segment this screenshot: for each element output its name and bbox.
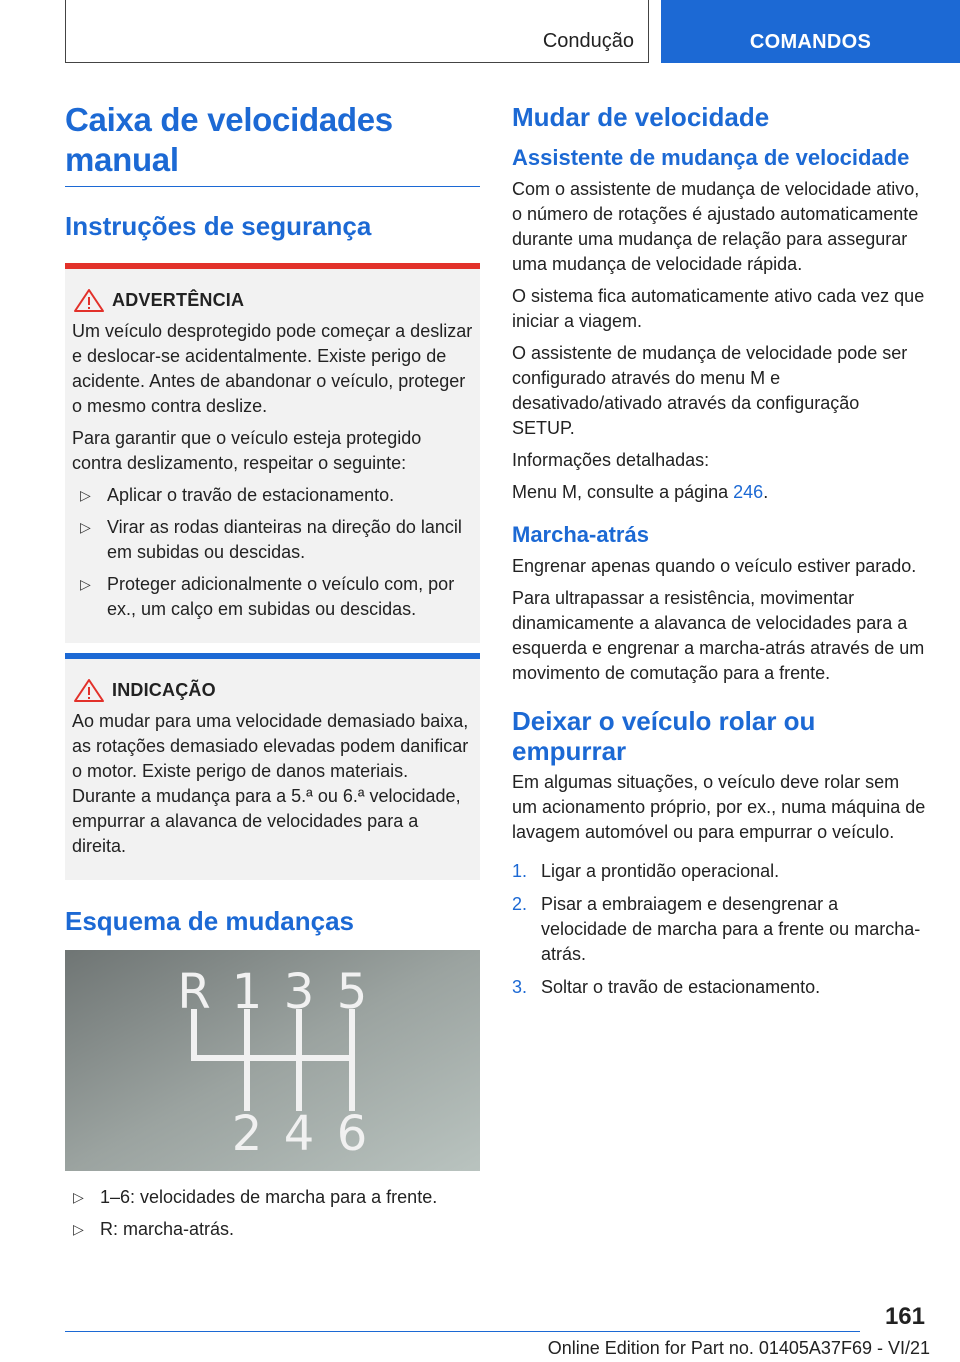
header-section-label: Condução: [542, 30, 634, 52]
warning-list: [72, 483, 473, 622]
rolling-heading: Deixar o veículo rolar ou empurrar: [512, 706, 816, 766]
warning-paragraph-2: Para garantir que o veículo esteja protegido contra deslizamento, respeitar o seguinte:: [72, 428, 422, 473]
reverse-heading: Marcha-atrás: [512, 522, 649, 547]
assistant-paragraph-1: Com o assistente de mudança de velocidade ativo, o número de rotações é ajustado automaticamente durante uma mudança de relação para assegurar uma mudança de velocidade rápida.: [512, 179, 920, 274]
list-item: ▷ Proteger adicionalmente o veículo com, por ex., um calço em subidas ou descidas.: [80, 574, 455, 619]
triangle-bullet-icon: ▷: [80, 576, 91, 592]
list-item: ▷ Aplicar o travão de estacionamento.: [72, 483, 473, 508]
chapter-title: Caixa de velocidades manual: [65, 100, 480, 187]
warning-title-row: [72, 287, 473, 313]
safety-heading: Instruções de segurança: [65, 211, 372, 241]
gear-label-6: 6: [336, 1106, 368, 1162]
list-item: ▷ R: marcha-atrás.: [65, 1217, 480, 1242]
assistant-paragraph-4: Informações detalhadas:: [512, 450, 710, 470]
assistant-paragraph-2: O sistema fica automaticamente ativo cada vez que iniciar a viagem.: [512, 286, 925, 331]
right-column: [512, 100, 926, 1008]
list-item: 1. Ligar a prontidão operacional.: [512, 861, 780, 881]
page-number: 161: [884, 1303, 925, 1330]
note-title: INDICAÇÃO: [112, 679, 216, 700]
warning-paragraph-1: Um veículo desprotegido pode começar a deslizar e deslocar-se acidentalmente. Existe perigo de acidente. Antes de abandonar o veículo, proteger o mesmo contra deslize.: [72, 321, 473, 416]
reverse-paragraph-2: Para ultrapassar a resistência, movimentar dinamicamente a alavanca de velocidades para a esquerda e engrenar a marcha-atrás através de um movimento de comutação para a frente.: [512, 588, 925, 683]
triangle-bullet-icon: ▷: [73, 1221, 84, 1237]
shifting-heading: Mudar de velocidade: [512, 102, 770, 132]
left-column: [65, 100, 480, 1249]
gear-label-4: 4: [283, 1106, 315, 1162]
note-box: [65, 653, 480, 880]
list-item: ▷ 1–6: velocidades de marcha para a frente.: [65, 1185, 480, 1210]
gear-label-1: 1: [231, 964, 263, 1020]
triangle-bullet-icon: ▷: [80, 519, 91, 535]
note-paragraph: Ao mudar para uma velocidade demasiado baixa, as rotações demasiado elevadas podem danificar o motor. Existe perigo de danos materiais. Durante a mudança para a 5.ª ou 6.ª velocidade, empurrar a alavanca de velocidades para a direita.: [72, 711, 469, 856]
warning-triangle-icon: [72, 677, 106, 703]
header-category-tab: [661, 0, 960, 63]
warning-title: ADVERTÊNCIA: [112, 289, 245, 310]
gear-label-5: 5: [336, 964, 368, 1020]
assistant-paragraph-5: Menu M, consulte a página 246.: [512, 482, 769, 502]
header-section-tab: [65, 0, 649, 63]
gear-label-r: R: [177, 964, 211, 1020]
list-item: 3. Soltar o travão de estacionamento.: [512, 977, 821, 997]
note-title-row: [72, 677, 473, 703]
header-category-label: COMANDOS: [749, 31, 872, 53]
edition-footer: Online Edition for Part no. 01405A37F69 - VI/21: [547, 1338, 930, 1358]
assistant-heading: Assistente de mudança de velocidade: [512, 145, 910, 170]
gear-label-3: 3: [283, 964, 315, 1020]
triangle-bullet-icon: ▷: [80, 487, 91, 503]
gear-label-2: 2: [231, 1106, 263, 1162]
page-reference-link[interactable]: 246: [733, 482, 764, 502]
reverse-paragraph-1: Engrenar apenas quando o veículo estiver parado.: [512, 556, 917, 576]
scheme-heading: Esquema de mudanças: [65, 906, 354, 936]
rolling-steps: [512, 859, 926, 1000]
rolling-paragraph: Em algumas situações, o veículo deve rolar sem um acionamento próprio, por ex., numa máquina de lavagem automóvel ou para empurrar o veículo.: [512, 772, 926, 842]
warning-triangle-icon: [72, 287, 106, 313]
warning-box: [65, 263, 480, 643]
list-item: 2. Pisar a embraiagem e desengrenar a velocidade de marcha para a frente ou marcha-atrás.: [512, 894, 921, 964]
footer-divider: [65, 1331, 860, 1332]
gear-shift-pattern-image: [65, 950, 480, 1171]
list-item: ▷ Virar as rodas dianteiras na direção do lancil em subidas ou descidas.: [80, 517, 462, 562]
scheme-list: [65, 1185, 480, 1242]
triangle-bullet-icon: ▷: [73, 1189, 84, 1205]
assistant-paragraph-3: O assistente de mudança de velocidade pode ser configurado através do menu M e desativado/ativado através da configuração SETUP.: [512, 343, 908, 438]
